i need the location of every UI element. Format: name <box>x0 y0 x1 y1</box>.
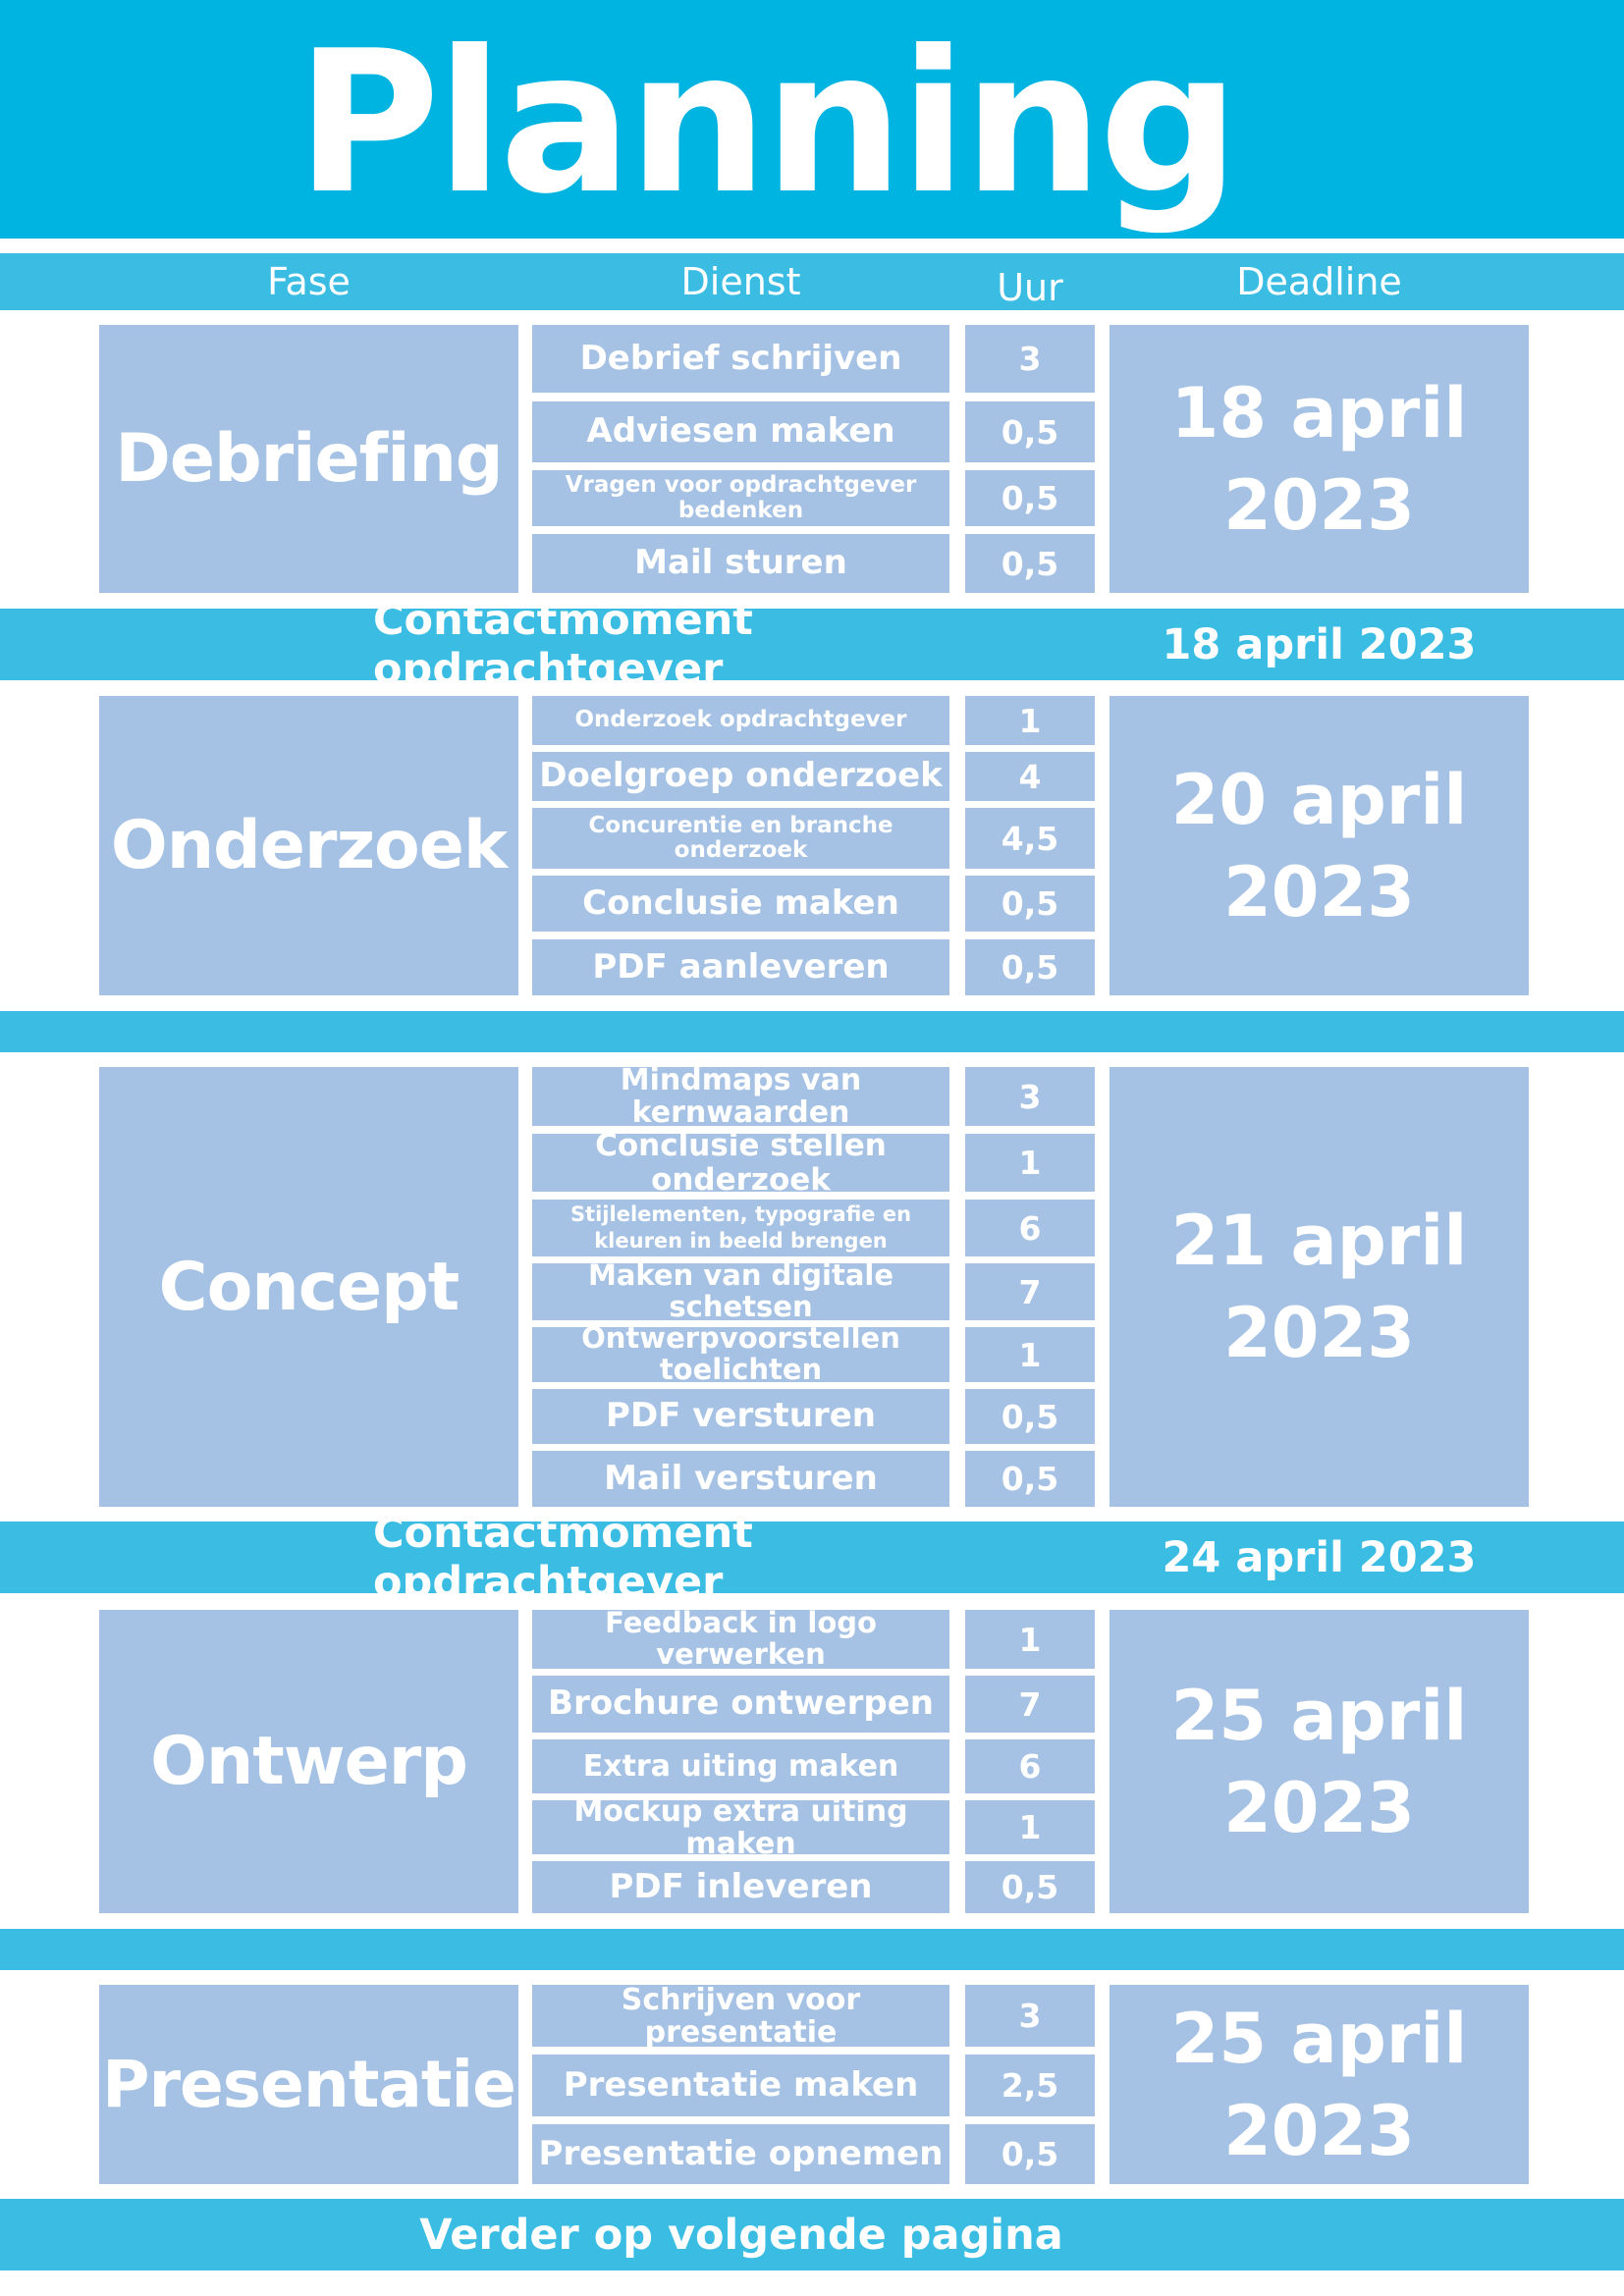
task-hours: 0,5 <box>965 401 1095 462</box>
task-label: PDF aanleveren <box>532 939 949 995</box>
deadline-date: 18 april <box>1170 372 1468 454</box>
task-label: Presentatie maken <box>532 2055 949 2116</box>
task-label: Maken van digitale schetsen <box>532 1263 949 1320</box>
contact-moment-date: 24 april 2023 <box>1162 1532 1477 1582</box>
task-label: Mockup extra uiting maken <box>532 1800 949 1854</box>
task-label: Mail versturen <box>532 1451 949 1507</box>
task-hours: 1 <box>965 1610 1095 1669</box>
task-label: Conclusie stellen onderzoek <box>532 1134 949 1192</box>
task-label: Extra uiting maken <box>532 1739 949 1793</box>
footer-text: Verder op volgende pagina <box>419 2210 1063 2260</box>
task-label: Concurentie en branche onderzoek <box>532 808 949 869</box>
deadline-year: 2023 <box>1223 1293 1415 1373</box>
task-hours: 6 <box>965 1200 1095 1256</box>
task-label: Onderzoek opdrachtgever <box>532 696 949 745</box>
task-hours: 0,5 <box>965 1861 1095 1913</box>
phase-debriefing: Debriefing <box>99 325 518 593</box>
task-hours: 4,5 <box>965 808 1095 869</box>
task-label: Vragen voor opdrachtgever bedenken <box>532 470 949 526</box>
separator-band <box>0 1929 1624 1970</box>
column-header-band <box>0 253 1624 310</box>
deadline-onderzoek <box>1110 696 1529 995</box>
contact-moment-date: 18 april 2023 <box>1162 619 1477 669</box>
separator-band <box>0 1011 1624 1052</box>
column-header-uur: Uur <box>997 266 1063 309</box>
task-label: Mindmaps van kernwaarden <box>532 1067 949 1126</box>
deadline-presentatie <box>1110 1985 1529 2184</box>
task-hours: 3 <box>965 325 1095 393</box>
deadline-date: 25 april <box>1170 1675 1468 1756</box>
task-hours: 0,5 <box>965 1389 1095 1444</box>
task-label: Mail sturen <box>532 534 949 593</box>
page-title: Planning <box>296 9 1236 238</box>
contact-moment-band <box>0 1508 1624 1607</box>
deadline-year: 2023 <box>1223 1767 1415 1848</box>
task-hours: 0,5 <box>965 470 1095 526</box>
task-hours: 3 <box>965 1067 1095 1126</box>
task-hours: 3 <box>965 1985 1095 2047</box>
task-label: PDF inleveren <box>532 1861 949 1913</box>
footer-band <box>0 2199 1624 2270</box>
task-hours: 0,5 <box>965 1451 1095 1507</box>
deadline-debriefing <box>1110 325 1529 593</box>
deadline-concept <box>1110 1067 1529 1507</box>
task-hours: 7 <box>965 1676 1095 1733</box>
column-header-fase: Fase <box>267 260 351 303</box>
deadline-year: 2023 <box>1223 464 1415 546</box>
column-header-dienst: Dienst <box>680 260 801 303</box>
task-hours: 0,5 <box>965 534 1095 593</box>
contact-moment-label: Contactmoment opdrachtgever <box>373 595 753 694</box>
task-hours: 1 <box>965 1800 1095 1854</box>
task-hours: 2,5 <box>965 2055 1095 2116</box>
task-hours: 6 <box>965 1739 1095 1793</box>
phase-onderzoek: Onderzoek <box>99 696 518 995</box>
task-label: Doelgroep onderzoek <box>532 752 949 801</box>
task-label: Schrijven voor presentatie <box>532 1985 949 2047</box>
deadline-date: 25 april <box>1170 1998 1468 2079</box>
deadline-date: 20 april <box>1170 759 1468 840</box>
task-label: Brochure ontwerpen <box>532 1676 949 1733</box>
phase-ontwerp: Ontwerp <box>99 1610 518 1913</box>
phase-concept: Concept <box>99 1067 518 1507</box>
task-label: Stijlelementen, typografie en kleuren in beeld brengen <box>532 1200 949 1256</box>
contact-moment-band <box>0 595 1624 694</box>
deadline-year: 2023 <box>1223 851 1415 933</box>
contact-moment-label: Contactmoment opdrachtgever <box>373 1508 753 1607</box>
task-label: Conclusie maken <box>532 876 949 932</box>
phase-presentatie: Presentatie <box>99 1985 518 2184</box>
deadline-date: 21 april <box>1170 1201 1468 1281</box>
task-hours: 1 <box>965 1134 1095 1192</box>
task-label: Presentatie opnemen <box>532 2124 949 2184</box>
task-label: Feedback in logo verwerken <box>532 1610 949 1669</box>
column-header-deadline: Deadline <box>1236 260 1402 303</box>
task-hours: 0,5 <box>965 876 1095 932</box>
task-label: PDF versturen <box>532 1389 949 1444</box>
deadline-year: 2023 <box>1223 2090 1415 2171</box>
deadline-ontwerp <box>1110 1610 1529 1913</box>
task-hours: 1 <box>965 1327 1095 1382</box>
task-label: Adviesen maken <box>532 401 949 462</box>
task-hours: 4 <box>965 752 1095 801</box>
task-hours: 0,5 <box>965 939 1095 995</box>
task-hours: 0,5 <box>965 2124 1095 2184</box>
task-hours: 7 <box>965 1263 1095 1320</box>
task-hours: 1 <box>965 696 1095 745</box>
task-label: Ontwerpvoorstellen toelichten <box>532 1327 949 1382</box>
task-label: Debrief schrijven <box>532 325 949 393</box>
